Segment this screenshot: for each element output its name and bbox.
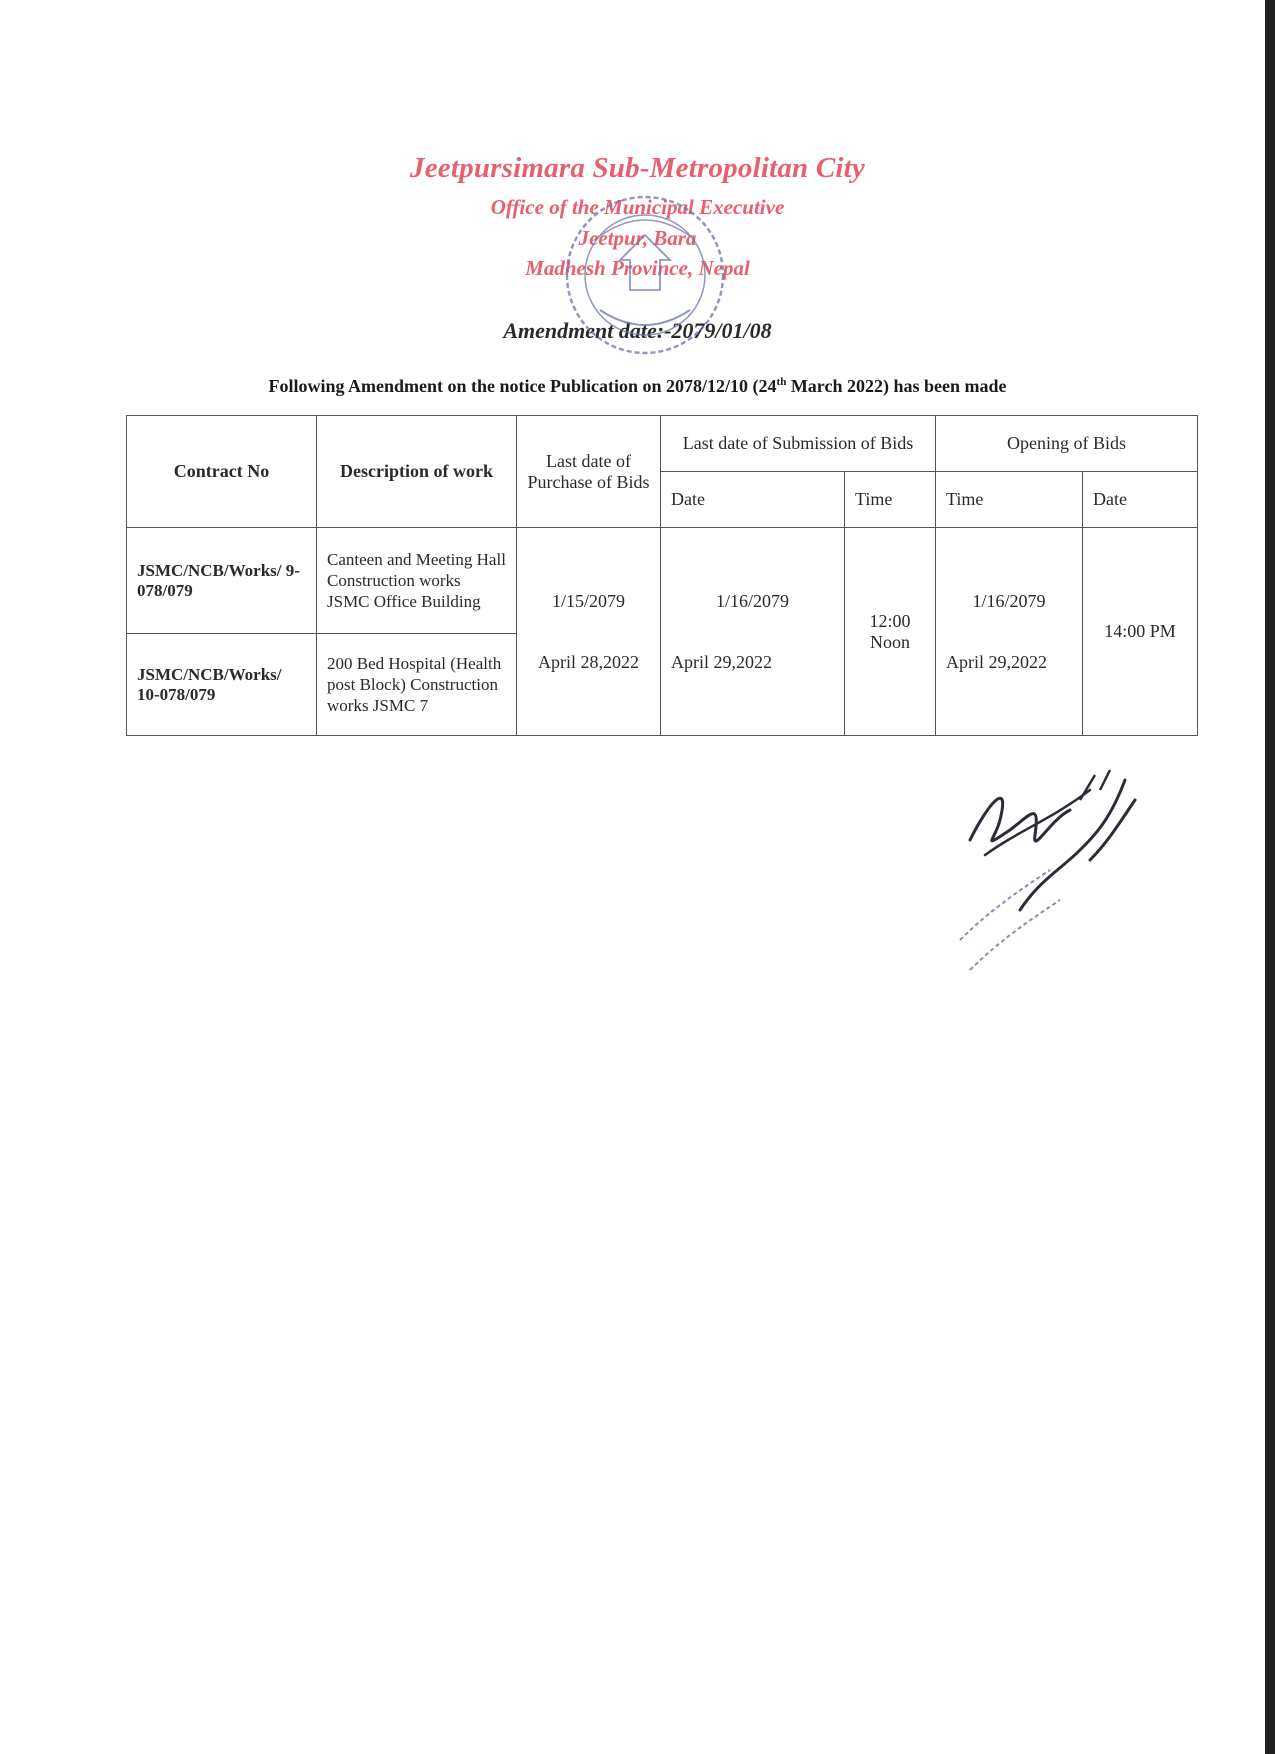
submission-time-cell: 12:00 Noon (845, 528, 936, 736)
submission-date-ad: April 29,2022 (671, 651, 772, 672)
amendment-date: Amendment date:-2079/01/08 (503, 318, 772, 343)
description-cell: 200 Bed Hospital (Health post Block) Construction works JSMC 7 (317, 634, 517, 736)
amendment-table (126, 415, 1198, 736)
contract-no-cell: JSMC/NCB/Works/ 9-078/079 (127, 528, 317, 634)
notice-statement: Following Amendment on the notice Publication on 2078/12/10 (24th March 2022) has been made (268, 376, 1007, 396)
header-submission-time: Time (845, 472, 936, 528)
opening-col1-cell (936, 528, 1083, 736)
opening-col1-bs: 1/16/2079 (972, 590, 1046, 611)
header-description: Description of work (317, 416, 517, 528)
header-contract-no: Contract No (127, 416, 317, 528)
address: Jeetpur, Bara (578, 226, 697, 250)
signature-icon (940, 760, 1170, 1010)
submission-date-cell (661, 528, 845, 736)
header-opening: Opening of Bids (936, 416, 1198, 472)
submission-date-bs: 1/16/2079 (715, 590, 789, 611)
description-cell: Canteen and Meeting Hall Construction works JSMC Office Building (317, 528, 517, 634)
purchase-date-cell (517, 528, 661, 736)
table-row (127, 528, 1198, 634)
header-opening-date: Date (1083, 472, 1198, 528)
purchase-date-ad: April 28,2022 (538, 651, 639, 672)
purchase-date-bs: 1/15/2079 (551, 590, 625, 611)
province: Madhesh Province, Nepal (525, 256, 750, 280)
opening-col1-ad: April 29,2022 (946, 651, 1047, 672)
header-submission-date: Date (661, 472, 845, 528)
org-name: Jeetpursimara Sub-Metropolitan City (410, 152, 865, 184)
office-name: Office of the Municipal Executive (490, 195, 785, 219)
contract-no-cell: JSMC/NCB/Works/ 10-078/079 (127, 634, 317, 736)
opening-col2-cell: 14:00 PM (1083, 528, 1198, 736)
header-last-purchase: Last date of Purchase of Bids (517, 416, 661, 528)
header-opening-time: Time (936, 472, 1083, 528)
header-last-submission: Last date of Submission of Bids (661, 416, 936, 472)
